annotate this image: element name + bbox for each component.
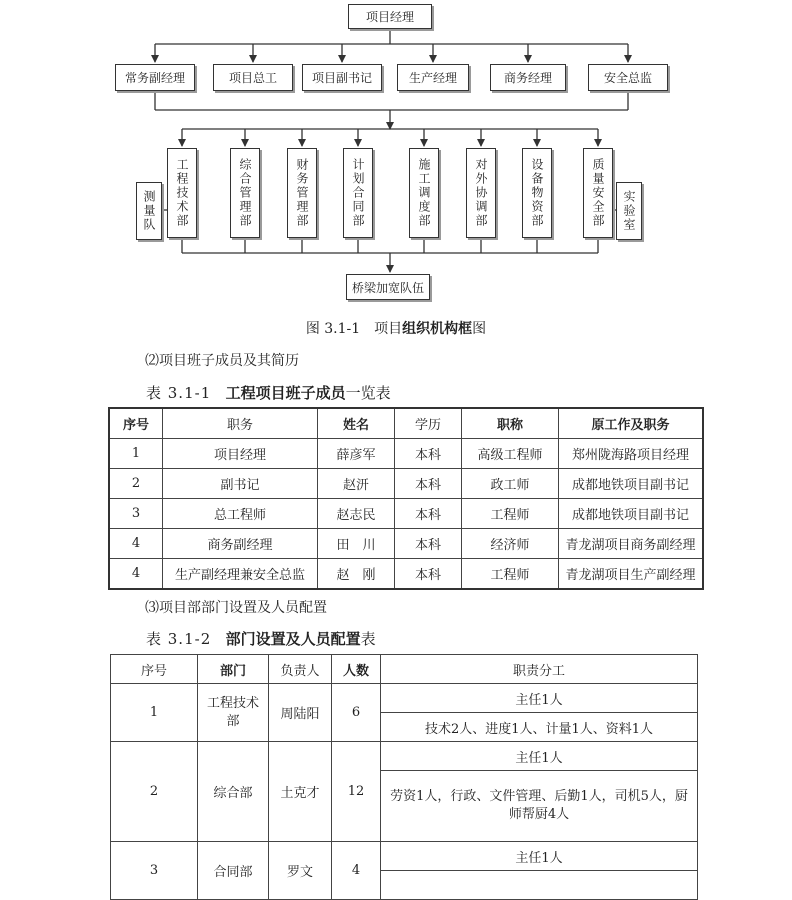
figure-caption-bold: 组织机构框 — [402, 321, 473, 337]
org-chart — [0, 0, 792, 310]
cell-count: 4 — [332, 842, 381, 900]
table-row — [109, 439, 703, 469]
table2-caption-number: 表 3.1-2 — [146, 630, 212, 648]
column-header: 负责人 — [269, 655, 332, 684]
table1-caption-tail: 一览表 — [345, 384, 391, 402]
org-box-department: 对外协调部 — [466, 148, 496, 238]
cell-education: 本科 — [395, 529, 462, 559]
org-box-department: 财务管理部 — [287, 148, 317, 238]
cell-position: 副书记 — [163, 469, 318, 499]
cell-duty: 主任1人 — [381, 684, 698, 713]
section-heading-departments: ⑶项目部部门设置及人员配置 — [145, 600, 327, 616]
cell-previous-role: 成都地铁项目副书记 — [559, 499, 704, 529]
section-heading-team: ⑵项目班子成员及其简历 — [145, 353, 299, 369]
column-header: 姓名 — [318, 408, 395, 439]
org-box-level2: 常务副经理 — [115, 64, 195, 91]
column-header: 部门 — [198, 655, 269, 684]
org-box-department: 综合管理部 — [230, 148, 260, 238]
team-members-table — [108, 407, 704, 590]
cell-name: 赵志民 — [318, 499, 395, 529]
cell-education: 本科 — [395, 439, 462, 469]
cell-previous-role: 青龙湖项目商务副经理 — [559, 529, 704, 559]
cell-duty: 劳资1人，行政、文件管理、后勤1人，司机5人，厨师帮厨4人 — [381, 771, 698, 842]
cell-duty — [381, 871, 698, 900]
cell-title: 高级工程师 — [462, 439, 559, 469]
org-box-level2: 生产经理 — [397, 64, 469, 91]
table1-caption — [146, 382, 391, 403]
cell-lead: 土克才 — [269, 742, 332, 842]
cell-no: 2 — [111, 742, 198, 842]
org-box-level2: 项目总工 — [213, 64, 293, 91]
cell-department: 工程技术部 — [198, 684, 269, 742]
cell-duty: 技术2人、进度1人、计量1人、资料1人 — [381, 713, 698, 742]
cell-education: 本科 — [395, 469, 462, 499]
cell-name: 田 川 — [318, 529, 395, 559]
cell-duty: 主任1人 — [381, 742, 698, 771]
column-header: 序号 — [109, 408, 163, 439]
org-box-department: 设备物资部 — [522, 148, 552, 238]
table-row — [111, 684, 698, 713]
table-row — [111, 842, 698, 871]
table-header-row — [109, 408, 703, 439]
table2-caption — [146, 628, 376, 649]
org-box-laboratory: 实验室 — [616, 182, 642, 240]
cell-education: 本科 — [395, 499, 462, 529]
column-header: 职称 — [462, 408, 559, 439]
cell-name: 赵 刚 — [318, 559, 395, 590]
figure-caption-suffix: 图 — [472, 321, 487, 337]
column-header: 序号 — [111, 655, 198, 684]
cell-title: 工程师 — [462, 499, 559, 529]
cell-name: 赵汧 — [318, 469, 395, 499]
cell-no: 4 — [109, 559, 163, 590]
table2-caption-tail: 表 — [360, 630, 376, 648]
cell-department: 综合部 — [198, 742, 269, 842]
cell-no: 1 — [109, 439, 163, 469]
cell-no: 1 — [111, 684, 198, 742]
cell-no: 4 — [109, 529, 163, 559]
table1-caption-number: 表 3.1-1 — [146, 384, 212, 402]
table1-caption-title: 工程项目班子成员 — [225, 384, 346, 402]
cell-previous-role: 成都地铁项目副书记 — [559, 469, 704, 499]
cell-education: 本科 — [395, 559, 462, 590]
cell-position: 项目经理 — [163, 439, 318, 469]
cell-position: 商务副经理 — [163, 529, 318, 559]
cell-previous-role: 青龙湖项目生产副经理 — [559, 559, 704, 590]
table-header-row — [111, 655, 698, 684]
cell-department: 合同部 — [198, 842, 269, 900]
cell-title: 经济师 — [462, 529, 559, 559]
cell-title: 工程师 — [462, 559, 559, 590]
figure-caption — [0, 318, 792, 338]
org-box-level2: 项目副书记 — [302, 64, 382, 91]
table-row — [109, 469, 703, 499]
org-box-level2: 商务经理 — [490, 64, 566, 91]
cell-title: 政工师 — [462, 469, 559, 499]
figure-caption-prefix: 图 3.1-1 项目 — [305, 321, 403, 337]
org-box-survey-team: 测量队 — [136, 182, 162, 240]
department-staffing-table — [110, 654, 698, 900]
column-header: 职务 — [163, 408, 318, 439]
org-box-project-manager: 项目经理 — [348, 4, 432, 29]
table-row — [111, 742, 698, 771]
table-row — [109, 529, 703, 559]
cell-lead: 罗文 — [269, 842, 332, 900]
cell-no: 3 — [111, 842, 198, 900]
column-header: 人数 — [332, 655, 381, 684]
org-box-department: 施工调度部 — [409, 148, 439, 238]
org-chart-connectors — [0, 0, 792, 310]
cell-no: 3 — [109, 499, 163, 529]
org-box-department: 工程技术部 — [167, 148, 197, 238]
cell-lead: 周陆阳 — [269, 684, 332, 742]
column-header: 职责分工 — [381, 655, 698, 684]
column-header: 学历 — [395, 408, 462, 439]
table-row — [109, 559, 703, 590]
table2-caption-title: 部门设置及人员配置 — [225, 630, 361, 648]
cell-position: 生产副经理兼安全总监 — [163, 559, 318, 590]
cell-duty: 主任1人 — [381, 842, 698, 871]
org-box-department: 计划合同部 — [343, 148, 373, 238]
org-box-department: 质量安全部 — [583, 148, 613, 238]
cell-previous-role: 郑州陇海路项目经理 — [559, 439, 704, 469]
org-box-level2: 安全总监 — [588, 64, 668, 91]
table-row — [109, 499, 703, 529]
cell-name: 薛彦军 — [318, 439, 395, 469]
cell-position: 总工程师 — [163, 499, 318, 529]
cell-count: 6 — [332, 684, 381, 742]
column-header: 原工作及职务 — [559, 408, 704, 439]
cell-count: 12 — [332, 742, 381, 842]
org-box-bridge-team: 桥梁加宽队伍 — [346, 274, 430, 300]
cell-no: 2 — [109, 469, 163, 499]
